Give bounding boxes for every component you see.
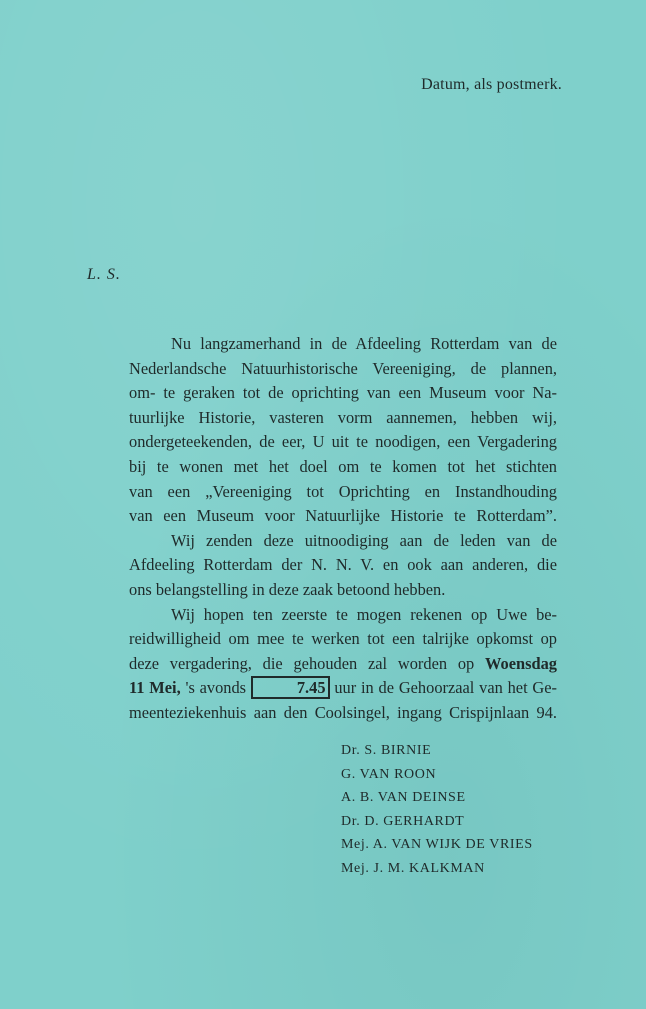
signatory: Mej. J. M. KALKMAN: [341, 860, 485, 876]
body-line: Wij hopen ten zeerste te mogen rekenen op Uwe be-: [171, 604, 557, 624]
body-line: ons belangstelling in deze zaak betoond hebben.: [129, 579, 446, 599]
body-line: [87, 652, 557, 677]
body-line: van een „Vereeniging tot Oprichting en Instandhouding: [129, 481, 557, 501]
body-line: Nederlandsche Natuurhistorische Vereeniging, de plannen,: [129, 358, 557, 378]
signatory-list: [341, 739, 533, 881]
paragraph-invitees: [87, 529, 557, 603]
body-line: tuurlijke Historie, vasteren vorm aannemen, hebben wij,: [129, 407, 557, 427]
signatory: A. B. VAN DEINSE: [341, 790, 466, 806]
meeting-text: uur in de Gehoorzaal van het Ge-: [329, 678, 558, 698]
salutation: L. S.: [87, 266, 121, 283]
body-line: [87, 676, 557, 701]
body-line: ondergeteekenden, de eer, U uit te noodigen, een Vergadering: [129, 432, 557, 452]
signatory: Mej. A. VAN WIJK DE VRIES: [341, 837, 533, 853]
meeting-time: 7.45: [251, 676, 330, 699]
body-line: reidwilligheid om mee te werken tot een talrijke opkomst op: [129, 629, 557, 649]
meeting-day: Woensdag: [485, 653, 557, 673]
letter-body: [87, 332, 557, 726]
date-line: Datum, als postmerk.: [421, 76, 562, 93]
body-line: Afdeeling Rotterdam der N. N. V. en ook aan anderen, die: [129, 555, 557, 575]
meeting-text: 's avonds: [180, 678, 251, 698]
meeting-text: deze vergadering, die gehouden zal worden op: [129, 653, 486, 673]
body-line: Wij zenden deze uitnoodiging aan de leden van de: [171, 530, 557, 550]
body-line: om- te geraken tot de oprichting van een Museum voor Na-: [129, 383, 557, 403]
signatory: Dr. D. GERHARDT: [341, 813, 465, 829]
body-line: bij te wonen met het doel om te komen tot het stichten: [129, 456, 557, 476]
paragraph-meeting: [87, 603, 557, 726]
meeting-date: 11 Mei,: [129, 678, 181, 698]
body-line: meenteziekenhuis aan den Coolsingel, ingang Crispijnlaan 94.: [129, 702, 557, 722]
body-line: Nu langzamerhand in de Afdeeling Rotterdam van de: [171, 334, 557, 353]
paragraph-intro: [87, 332, 557, 529]
body-line: van een Museum voor Natuurlijke Historie te Rotterdam”.: [129, 506, 557, 526]
signatory: G. VAN ROON: [341, 766, 437, 782]
signatory: Dr. S. BIRNIE: [341, 743, 432, 758]
